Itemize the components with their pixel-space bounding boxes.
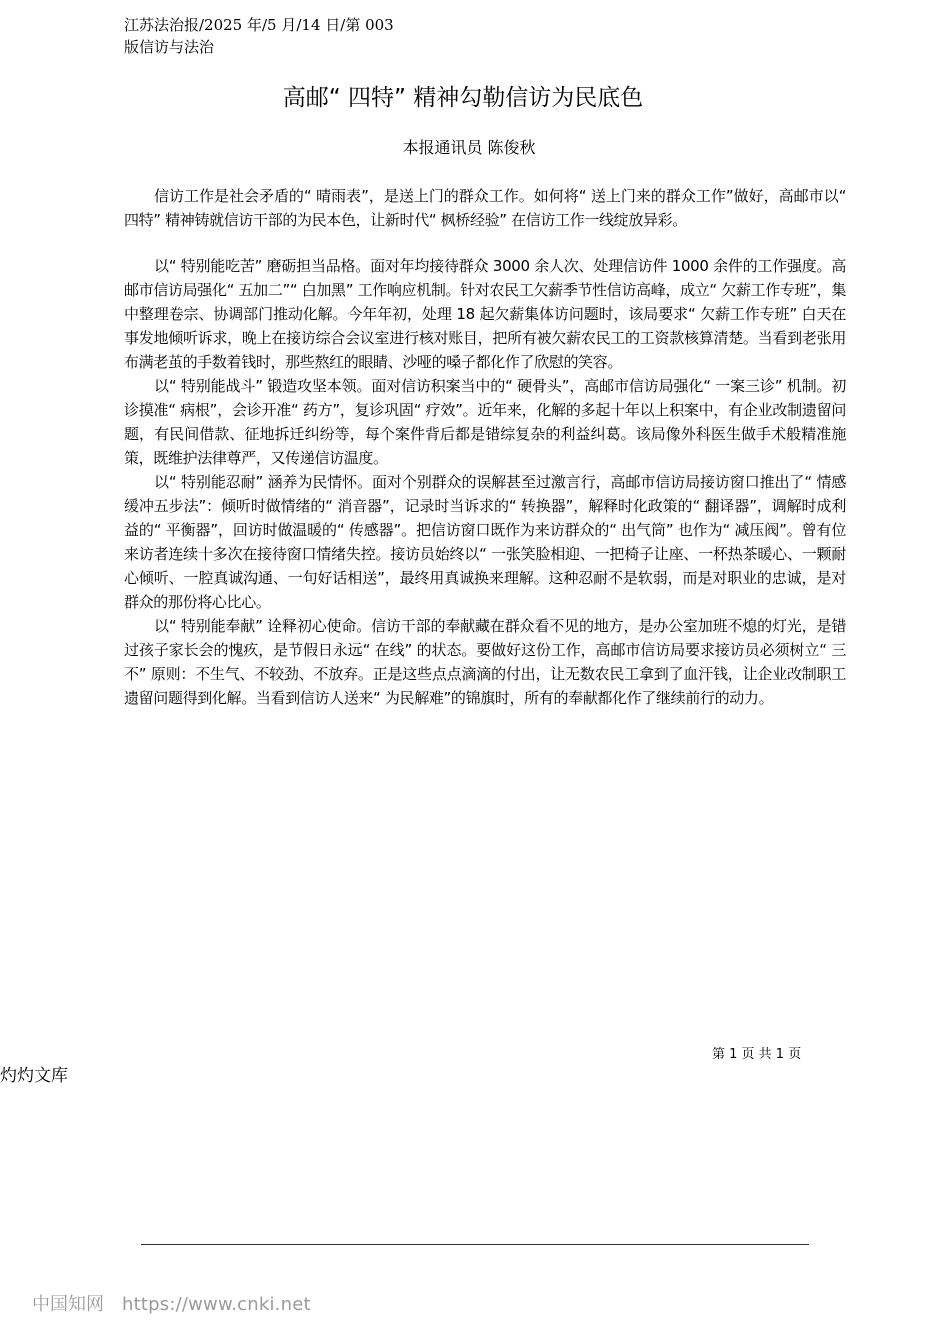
page-number: 第 1 页 共 1 页	[712, 1047, 802, 1062]
source-line: 江苏法治报/2025 年/5 月/14 日/第 003	[124, 16, 394, 34]
cnki-watermark	[32, 1292, 311, 1318]
article-title: 高邮“ 四特” 精神勾勒信访为民底色	[282, 85, 644, 111]
article-byline: 本报通讯员 陈俊秋	[402, 138, 536, 157]
article-paragraph: 以“ 特别能奉献” 诠释初心使命。信访干部的奉献藏在群众看不见的地方，是办公室加班不熄的灯光，是错过孩子家长会的愧疚，是节假日永远“ 在线” 的状态。要做好这份工作，高邮市信访局要求接访员必须树立“ 三不” 原则：不生气、不较劲、不放弃。正是这些点点滴滴的付出，让无数农民工拿到了血汗钱，让企业改制职工遗留问题得到化解。当看到信访人送来“ 为民解难”的锦旗时，所有的奉献都化作了继续前行的动力。	[124, 617, 846, 707]
article-paragraph: 信访工作是社会矛盾的“ 晴雨表”，是送上门的群众工作。如何将“ 送上门来的群众工作”做好，高邮市以“ 四特” 精神铸就信访干部的为民本色，让新时代“ 枫桥经验” 在信访工作一线绽放异彩。	[124, 187, 846, 229]
watermark-site-name: 中国知网	[32, 1294, 104, 1315]
library-name: 灼灼文库	[0, 1066, 68, 1086]
article-paragraph: 以“ 特别能忍耐” 涵养为民情怀。面对个别群众的误解甚至过激言行，高邮市信访局接访窗口推出了“ 情感缓冲五步法”：倾听时做情绪的“ 消音器”，记录时当诉求的“ 转换器”，解释时化政策的“ 翻译器”，调解时成利益的“ 平衡器”，回访时做温暖的“ 传感器”。把信访窗口既作为来访群众的“ 出气筒” 也作为“ 减压阀”。曾有位来访者连续十多次在接待窗口情绪失控。接访员始终以“ 一张笑脸相迎、一把椅子让座、一杯热茶暖心、一颗耐心倾听、一腔真诚沟通、一句好话相送”，最终用真诚换来理解。这种忍耐不是软弱，而是对职业的忠诚，是对群众的那份将心比心。	[124, 473, 846, 611]
article-paragraph: 以“ 特别能吃苦” 磨砺担当品格。面对年均接待群众 3000 余人次、处理信访件 1000 余件的工作强度。高邮市信访局强化“ 五加二”“ 白加黑” 工作响应机制。针对农民工欠薪季节性信访高峰，成立“ 欠薪工作专班”，集中整理卷宗、协调部门推动化解。今年年初，处理 18 起欠薪集体访问题时，该局要求“ 欠薪工作专班” 白天在事发地倾听诉求，晚上在接访综合会议室进行核对账目，把所有被欠薪农民工的工资款核算清楚。当看到老张用布满老茧的手数着钱时，那些熬红的眼睛、沙哑的嗓子都化作了欣慰的笑容。	[124, 257, 846, 371]
section-line: 版信访与法治	[124, 38, 215, 56]
article-body	[124, 184, 846, 710]
article-paragraph: 以“ 特别能战斗” 锻造攻坚本领。面对信访积案当中的“ 硬骨头”，高邮市信访局强化“ 一案三诊” 机制。初诊摸准“ 病根”，会诊开准“ 药方”，复诊巩固“ 疗效”。近年来，化解的多起十年以上积案中，有企业改制遗留问题，有民间借款、征地拆迁纠纷等，每个案件背后都是错综复杂的利益纠葛。该局像外科医生做手术般精准施策，既维护法律尊严，又传递信访温度。	[124, 377, 846, 467]
footer-divider	[141, 1244, 809, 1245]
watermark-url[interactable]: https://www.cnki.net	[122, 1294, 311, 1315]
